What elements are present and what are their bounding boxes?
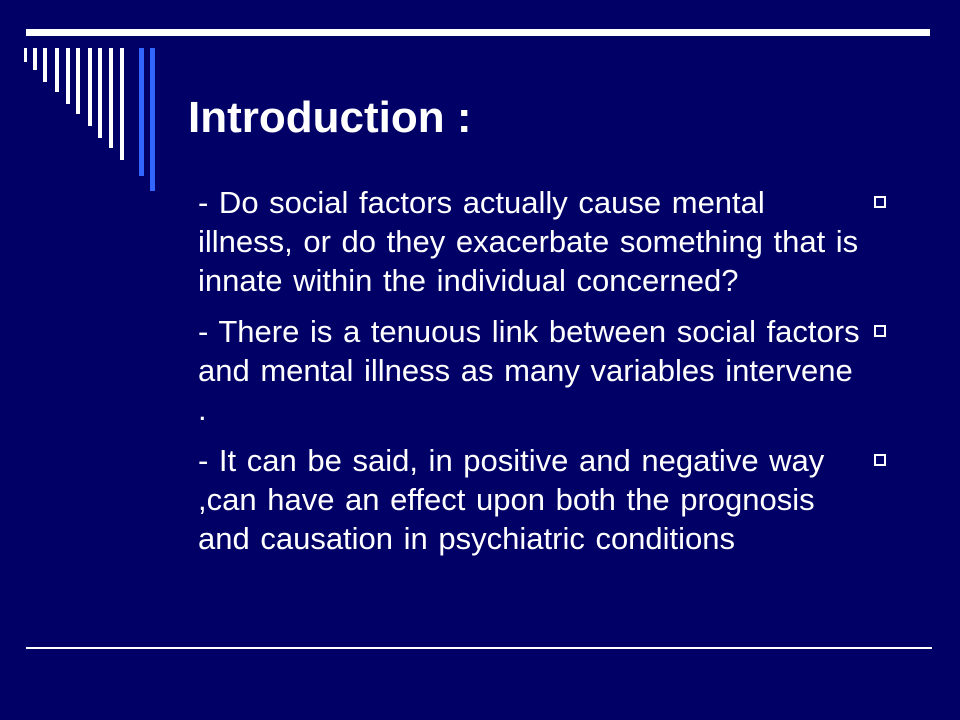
bullet-text: - Do social factors actually cause mental illness, or do they exacerbate something that is innate within the individual concerned? xyxy=(198,185,859,298)
bullet-text: - It can be said, in positive and negative way ,can have an effect upon both the prognosis and causation in psychiatric conditions xyxy=(198,443,825,556)
bottom-rule xyxy=(26,647,932,649)
decorative-stripes xyxy=(0,0,160,200)
bullet-item xyxy=(198,441,898,558)
square-bullet-icon xyxy=(874,454,886,466)
square-bullet-icon xyxy=(874,196,886,208)
square-bullet-icon xyxy=(874,325,886,337)
bullet-item xyxy=(198,312,898,429)
slide-title: Introduction : xyxy=(188,93,472,142)
bullet-text: - There is a tenuous link between social factors and mental illness as many variables intervene . xyxy=(198,314,860,427)
bullet-list xyxy=(198,183,898,570)
bullet-item xyxy=(198,183,898,300)
top-rule xyxy=(26,29,930,36)
